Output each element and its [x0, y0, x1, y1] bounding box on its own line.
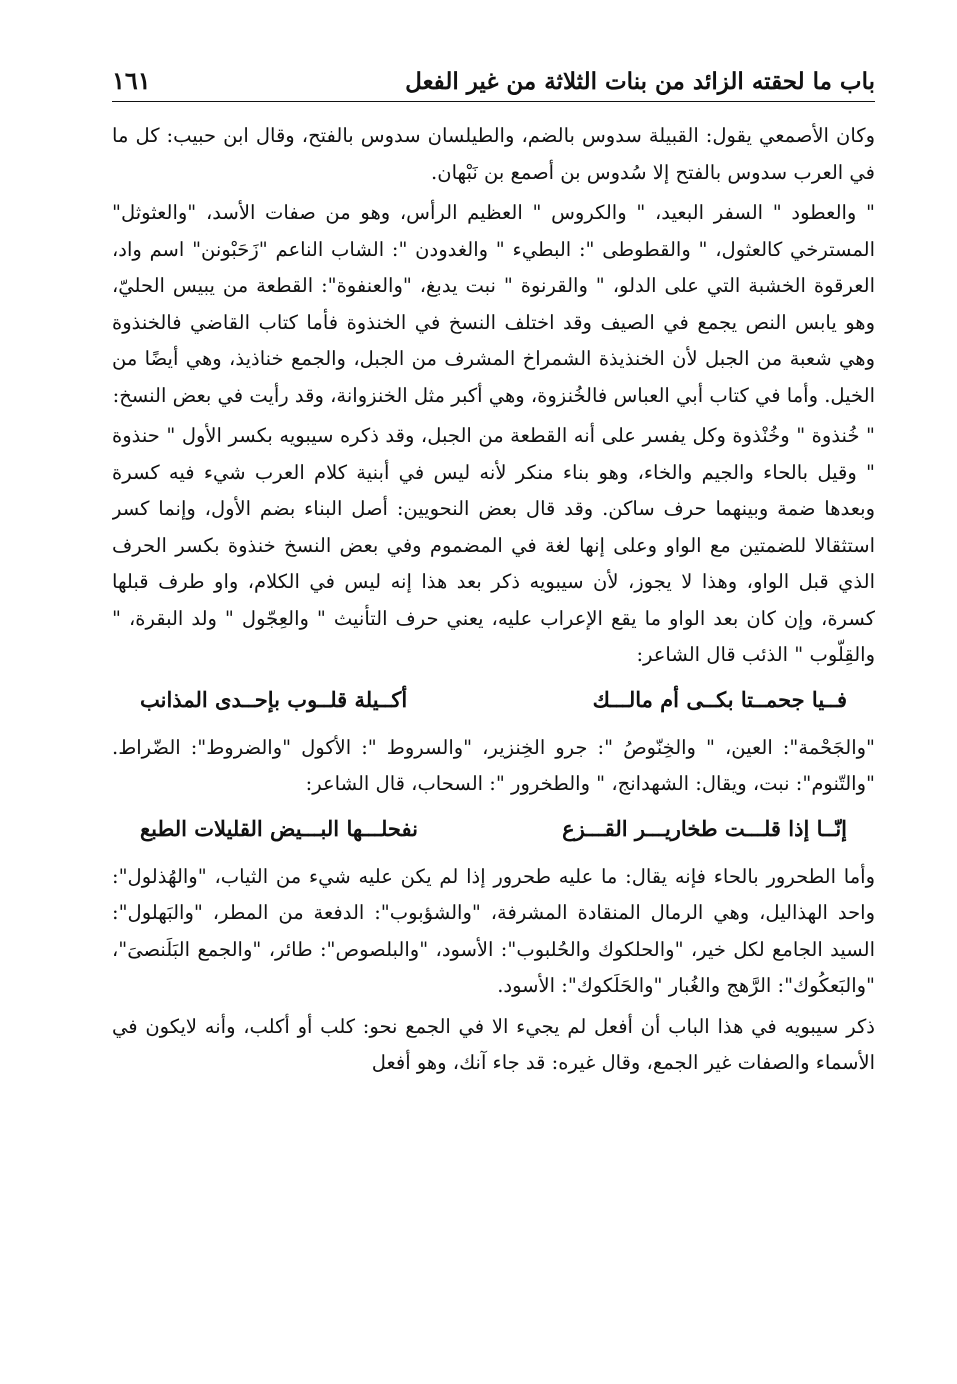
verse-first-hemistich: فــيا جحمــتا بكــى أم مالـــك	[592, 686, 847, 712]
paragraph: "والجَحْمة": العين، " والخِنّوصُ ": جرو الخِنزير، "والسروط ": الأكول "والضروط": الضّراط. "والتّنوم": نبت، ويقال: الشهدانج، " والطخرور ": السحاب، قال الشاعر:	[112, 735, 875, 795]
paragraph: وأما الطحرور بالحاء فإنه يقال: ما عليه طحرور إذا لم يكن عليه شيء من الثياب، "والهُذلول": واحد الهذاليل، وهي الرمال المنقادة المشرفة، "والشؤبوب": الدفعة من المطر، "والبَهلول": السيد الجامع لكل خير، "والحلكوك والحُلبوب": الأسود، "والبلصوص": طائر، "والجمع البَلَنصىَ"، "والبَعكُوك": الرَّهج والغُبار "والحَلَكوك": الأسود.	[112, 864, 875, 997]
paragraph: وكان الأصمعي يقول: القبيلة سدوس بالضم، والطيلسان سدوس بالفتح، وقال ابن حبيب: كل ما في العرب سدوس بالفتح إلا سُدوس بن أصمع بن نَبْهان.	[112, 124, 875, 184]
page-number: ١٦١	[112, 66, 151, 95]
verse-second-hemistich: نفحلـــها البـــيض القليلات الطبع	[140, 815, 418, 841]
body-text	[112, 118, 875, 1354]
paragraph: " والعطود " السفر البعيد، " والكروس " العظيم الرأس، وهو من صفات الأسد، "والعثوثل" المسترخي كالعثول، " والقطوطى ": البطيء " والغدودن ": الشاب الناعم "زَحَبْونن" اسم واد، العرقوة الخشبة التي على الدلو، " والقرنوة " نبت يدبغ، "والعنفوة": القطعة من يبيس الحليّ، وهو يابس النص يجمع في الصيف وقد اختلف النسخ في الخنذوة فأما كتاب القاضي فالخنذوة وهي شعبة من الجبل لأن الخنذيذة الشمراخ المشرف من الجبل، والجمع خناذيذ، وهي أيضًا من الخيل. وأما في كتاب أبي العباس فالخُنزوة، وهي أكبر مثل الخنزوانة، وقد رأيت في بعض النسخ:	[112, 201, 875, 407]
page-header	[112, 52, 875, 102]
paragraph: " خُنذوة " وخُنْذوة وكل يفسر على أنه القطعة من الجبل، وقد ذكره سيبويه بكسر الأول " حنذوة " وقيل بالحاء والجيم والخاء، وهو بناء منكر لأنه ليس في أبنية كلام العرب شيء فيه كسرة وبعدها ضمة وبينهما حرف ساكن. وقد قال بعض النحويين: أصل البناء بضم الأول، وإنما كسر استثقالا للضمتين مع الواو وعلى إنها لغة في المضموم وفي بعض النسخ خنذوة بكسر الحرف الذي قبل الواو، وهذا لا يجوز، لأن سيبويه ذكر بعد هذا إنه ليس في الكلام، واو طرف قبلها كسرة، وإن كان بعد الواو ما يقع الإعراب عليه، يعني حرف التأنيث " والعِجّول " ولد البقرة، " والقِلّوب " الذئب قال الشاعر:	[112, 424, 875, 666]
verse-second-hemistich: أكــيلة قلــوب بإحــدى المذانب	[140, 686, 408, 712]
poetry-verse	[140, 809, 847, 849]
chapter-title: باب ما لحقته الزائد من بنات الثلاثة من غير الفعل	[405, 68, 875, 95]
paragraph: ذكر سيبويه في هذا الباب أن أفعل لم يجيء الا في الجمع نحو: كلب أو أكلب، وأنه لايكون في الأسماء والصفات غير الجمع، وقال غيره: قد جاء آنك، وهو أفعل	[112, 1014, 875, 1074]
poetry-verse	[140, 680, 847, 720]
verse-first-hemistich: إنّــا إذا قلـــت طخاريـــر القـــزع	[562, 815, 847, 841]
